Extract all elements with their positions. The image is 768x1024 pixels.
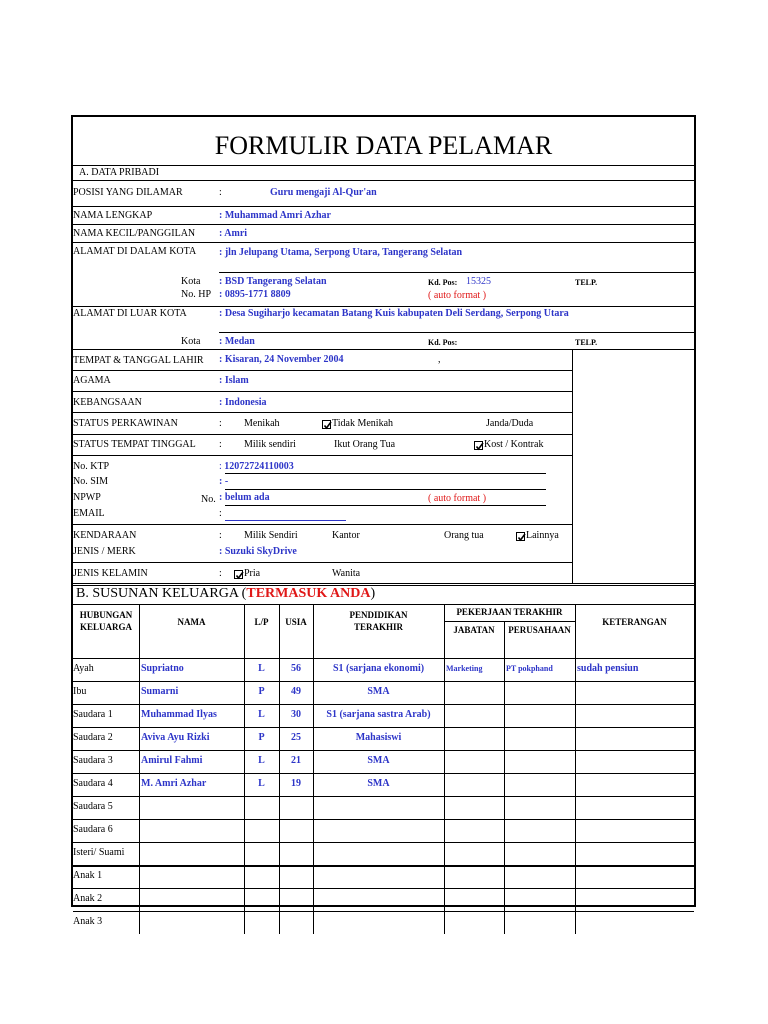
status-tinggal-kost[interactable]: Kost / Kontrak (484, 439, 544, 450)
header-pendidikan: PENDIDIKAN TERAKHIR (349, 610, 408, 632)
npwp-auto-format: ( auto format ) (428, 493, 487, 504)
ktp-value[interactable]: : 12072724110003 (219, 461, 294, 472)
cell-nama[interactable]: Amirul Fahmi (141, 755, 203, 766)
kota-value[interactable]: : BSD Tangerang Selatan (219, 276, 327, 287)
kendaraan-milik-sendiri[interactable]: Milik Sendiri (244, 530, 298, 541)
cell-usia[interactable]: 25 (291, 732, 301, 743)
cell-pendidikan[interactable]: S1 (sarjana ekonomi) (332, 663, 425, 674)
alamat-luar-value[interactable]: : Desa Sugiharjo kecamatan Batang Kuis kabupaten Deli Serdang, Serpong Utara (219, 308, 569, 319)
cell-hubungan: Saudara 1 (73, 709, 113, 720)
cell-hubungan: Ibu (73, 686, 87, 697)
section-a-heading: A. DATA PRIBADI (79, 167, 160, 178)
cell-nama[interactable]: M. Amri Azhar (141, 778, 207, 789)
nama-kecil-value[interactable]: : Amri (219, 228, 248, 239)
cell-hubungan: Anak 3 (73, 916, 103, 927)
cell-perusahaan[interactable]: PT pokphand (506, 664, 553, 673)
sim-value[interactable]: : - (219, 476, 229, 487)
telp-luar-label: TELP. (575, 338, 598, 347)
status-kawin-janda-duda[interactable]: Janda/Duda (486, 418, 534, 429)
posisi-label: POSISI YANG DILAMAR (73, 187, 183, 198)
cell-usia[interactable]: 21 (291, 755, 301, 766)
colon: : (219, 508, 222, 519)
kebangsaan-label: KEBANGSAAN (73, 397, 142, 408)
agama-label: AGAMA (73, 375, 111, 386)
posisi-value[interactable]: Guru mengaji Al-Qur'an (270, 187, 377, 198)
header-jabatan: JABATAN (453, 625, 495, 635)
cell-lp[interactable]: L (258, 755, 265, 766)
cell-nama[interactable]: Aviva Ayu Rizki (141, 732, 210, 743)
colon: : (219, 439, 222, 450)
kdpos-label: Kd. Pos: (428, 278, 458, 287)
status-tinggal-ikut-ortu[interactable]: Ikut Orang Tua (334, 439, 396, 450)
auto-format-note: ( auto format ) (428, 290, 487, 301)
jenis-merk-value[interactable]: : Suzuki SkyDrive (219, 546, 297, 557)
colon: : (219, 568, 222, 579)
cell-hubungan: Ayah (73, 663, 94, 674)
cell-hubungan: Anak 1 (73, 870, 103, 881)
header-perusahaan: PERUSAHAAN (508, 625, 571, 635)
header-nama: NAMA (177, 617, 206, 627)
ttl-label: TEMPAT & TANGGAL LAHIR (73, 355, 204, 366)
hp-label: No. HP (181, 289, 212, 300)
cell-lp[interactable]: L (258, 709, 265, 720)
cell-pendidikan[interactable]: S1 (sarjana sastra Arab) (326, 709, 431, 720)
cell-lp[interactable]: L (258, 778, 265, 789)
check-icon[interactable] (234, 570, 243, 579)
cell-lp[interactable]: P (258, 732, 265, 743)
status-kawin-tidak-menikah[interactable]: Tidak Menikah (332, 418, 394, 429)
check-icon[interactable] (474, 441, 483, 450)
alamat-dalam-value[interactable]: : jln Jelupang Utama, Serpong Utara, Tangerang Selatan (219, 247, 463, 258)
sim-label: No. SIM (73, 476, 109, 487)
ttl-value[interactable]: : Kisaran, 24 November 2004 (219, 354, 344, 365)
cell-usia[interactable]: 49 (291, 686, 301, 697)
header-keterangan: KETERANGAN (602, 617, 667, 627)
ttl-comma: , (438, 354, 441, 365)
check-icon[interactable] (516, 532, 525, 541)
cell-hubungan: Isteri/ Suami (73, 847, 125, 858)
nama-kecil-label: NAMA KECIL/PANGGILAN (73, 228, 196, 239)
jenis-merk-label: JENIS / MERK (73, 546, 136, 557)
cell-pendidikan[interactable]: SMA (367, 755, 390, 766)
cell-hubungan: Anak 2 (73, 893, 103, 904)
status-kawin-label: STATUS PERKAWINAN (73, 418, 178, 429)
cell-nama[interactable]: Sumarni (141, 686, 179, 697)
kendaraan-kantor[interactable]: Kantor (332, 530, 360, 541)
npwp-label: NPWP (73, 492, 101, 503)
header-pekerjaan: PEKERJAAN TERAKHIR (456, 607, 563, 617)
telp-label: TELP. (575, 278, 598, 287)
kelamin-pria[interactable]: Pria (244, 568, 261, 579)
cell-keterangan[interactable]: sudah pensiun (577, 663, 639, 674)
agama-value[interactable]: : Islam (219, 375, 249, 386)
form-title: FORMULIR DATA PELAMAR (214, 131, 553, 160)
status-tinggal-milik[interactable]: Milik sendiri (244, 439, 296, 450)
cell-nama[interactable]: Supriatno (141, 663, 184, 674)
ktp-label: No. KTP (73, 461, 110, 472)
status-tinggal-label: STATUS TEMPAT TINGGAL (73, 439, 196, 450)
cell-usia[interactable]: 56 (291, 663, 301, 674)
kendaraan-label: KENDARAAN (73, 530, 137, 541)
cell-jabatan[interactable]: Marketing (446, 664, 483, 673)
colon: : (219, 418, 222, 429)
cell-pendidikan[interactable]: SMA (367, 686, 390, 697)
kota-label: Kota (181, 276, 201, 287)
kendaraan-lainnya[interactable]: Lainnya (526, 530, 559, 541)
cell-pendidikan[interactable]: Mahasiswi (355, 732, 402, 743)
kota-luar-label: Kota (181, 336, 201, 347)
npwp-no-label: No. (201, 494, 216, 505)
colon: : (219, 530, 222, 541)
header-usia: USIA (285, 617, 307, 627)
cell-hubungan: Saudara 5 (73, 801, 113, 812)
nama-lengkap-value[interactable]: : Muhammad Amri Azhar (219, 210, 331, 221)
applicant-form (71, 115, 696, 927)
check-icon[interactable] (322, 420, 331, 429)
email-label: EMAIL (73, 508, 105, 519)
kendaraan-orang-tua[interactable]: Orang tua (444, 530, 484, 541)
kdpos-luar-label: Kd. Pos: (428, 338, 458, 347)
colon: : (219, 187, 222, 198)
kelamin-wanita[interactable]: Wanita (332, 568, 361, 579)
cell-hubungan: Saudara 6 (73, 824, 113, 835)
kelamin-label: JENIS KELAMIN (73, 568, 148, 579)
cell-lp[interactable]: P (258, 686, 265, 697)
kdpos-value[interactable]: 15325 (466, 276, 491, 287)
cell-hubungan: Saudara 3 (73, 755, 113, 766)
npwp-value[interactable]: : belum ada (219, 492, 270, 503)
cell-usia[interactable]: 30 (291, 709, 301, 720)
section-b-heading: B. SUSUNAN KELUARGA (TERMASUK ANDA) (76, 586, 376, 601)
cell-lp[interactable]: L (258, 663, 265, 674)
header-hubungan: HUBUNGAN KELUARGA (79, 610, 133, 632)
kota-luar-value[interactable]: : Medan (219, 336, 255, 347)
cell-nama[interactable]: Muhammad Ilyas (141, 709, 217, 720)
status-kawin-menikah[interactable]: Menikah (244, 418, 280, 429)
cell-hubungan: Saudara 2 (73, 732, 113, 743)
cell-usia[interactable]: 19 (291, 778, 301, 789)
alamat-luar-label: ALAMAT DI LUAR KOTA (73, 308, 187, 319)
kebangsaan-value[interactable]: : Indonesia (219, 397, 267, 408)
hp-value[interactable]: : 0895-1771 8809 (219, 289, 291, 300)
header-lp: L/P (254, 617, 269, 627)
alamat-dalam-label: ALAMAT DI DALAM KOTA (73, 246, 197, 257)
nama-lengkap-label: NAMA LENGKAP (73, 210, 153, 221)
cell-pendidikan[interactable]: SMA (367, 778, 390, 789)
cell-hubungan: Saudara 4 (73, 778, 113, 789)
